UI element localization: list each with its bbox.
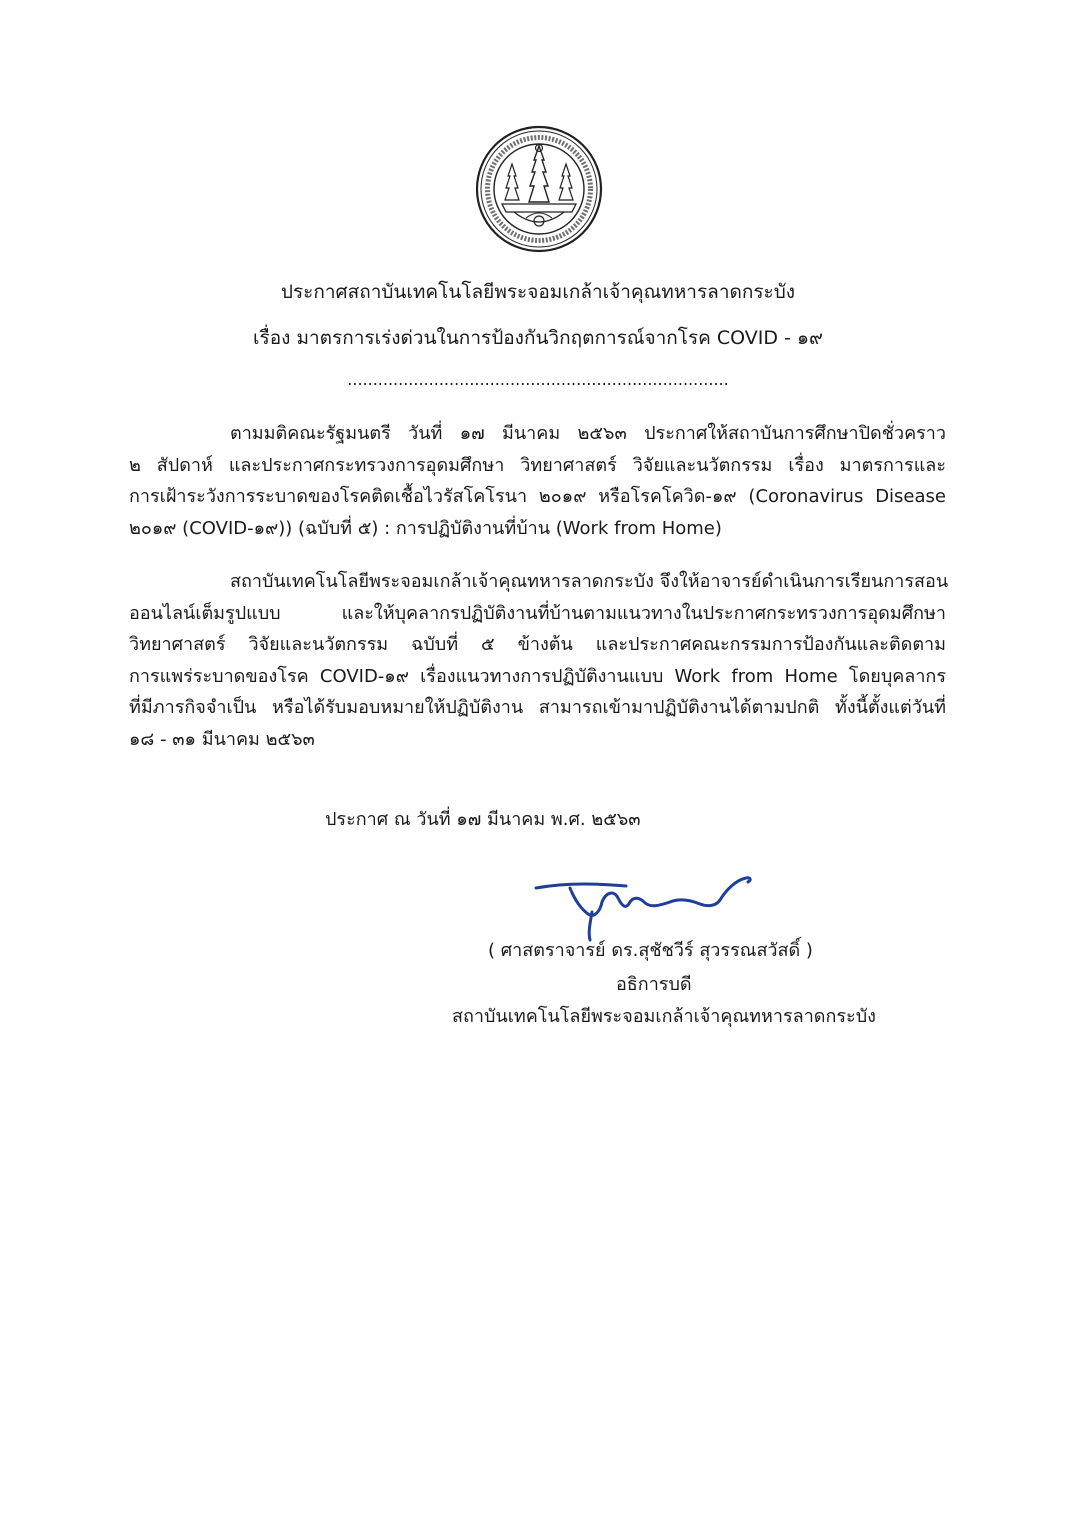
signatory-name: ( ศาสตราจารย์ ดร.สุชัชวีร์ สุวรรณสวัสดิ์ ) (488, 940, 813, 961)
paragraph-line: ออนไลน์เต็มรูปแบบ และให้บุคลากรปฏิบัติงานที่บ้านตามแนวทางในประกาศกระทรวงการอุดมศึกษา (129, 602, 946, 624)
body-paragraph-1 (129, 418, 946, 544)
paragraph-line: ๒๐๑๙ (COVID-๑๙)) (ฉบับที่ ๕) : การปฏิบัติงานที่บ้าน (Work from Home) (129, 517, 722, 539)
paragraph-line: ๒ สัปดาห์ และประกาศกระทรวงการอุดมศึกษา วิทยาศาสตร์ วิจัยและนวัตกรรม เรื่อง มาตรการและ (129, 454, 946, 476)
paragraph-line: การเฝ้าระวังการระบาดของโรคติดเชื้อไวรัสโคโรนา ๒๐๑๙ หรือโรคโควิด-๑๙ (Coronavirus Disease (129, 486, 946, 507)
paragraph-line: ตามมติคณะรัฐมนตรี วันที่ ๑๗ มีนาคม ๒๕๖๓ ประกาศให้สถาบันการศึกษาปิดชั่วคราว (230, 423, 946, 444)
paragraph-line: วิทยาศาสตร์ วิจัยและนวัตกรรม ฉบับที่ ๕ ข้างต้น และประกาศคณะกรรมการป้องกันและติดตาม (129, 634, 946, 655)
signatory-institution: สถาบันเทคโนโลยีพระจอมเกล้าเจ้าคุณทหารลาดกระบัง (452, 1006, 876, 1027)
paragraph-line: ๑๘ - ๓๑ มีนาคม ๒๕๖๓ (129, 728, 315, 750)
announcement-subject: เรื่อง มาตรการเร่งด่วนในการป้องกันวิกฤตการณ์จากโรค COVID - ๑๙ (253, 327, 823, 349)
paragraph-line: ที่มีภารกิจจำเป็น หรือได้รับมอบหมายให้ปฏิบัติงาน สามารถเข้ามาปฏิบัติงานได้ตามปกติ ทั้งนี้ตั้งแต่วันที่ (129, 697, 946, 718)
paragraph-line: การแพร่ระบาดของโรค COVID-๑๙ เรื่องแนวทางการปฏิบัติงานแบบ Work from Home โดยบุคลากร (129, 665, 946, 687)
institute-seal-icon (474, 124, 604, 254)
announcement-title: ประกาศสถาบันเทคโนโลยีพระจอมเกล้าเจ้าคุณทหารลาดกระบัง (280, 281, 796, 303)
signatory-title: อธิการบดี (616, 974, 692, 995)
announcement-date: ประกาศ ณ วันที่ ๑๗ มีนาคม พ.ศ. ๒๕๖๓ (325, 809, 641, 830)
dotted-separator: ........................................................................... (347, 370, 729, 389)
paragraph-line: สถาบันเทคโนโลยีพระจอมเกล้าเจ้าคุณทหารลาดกระบัง จึงให้อาจารย์ดำเนินการเรียนการสอน (230, 571, 949, 592)
body-paragraph-2 (129, 566, 949, 755)
